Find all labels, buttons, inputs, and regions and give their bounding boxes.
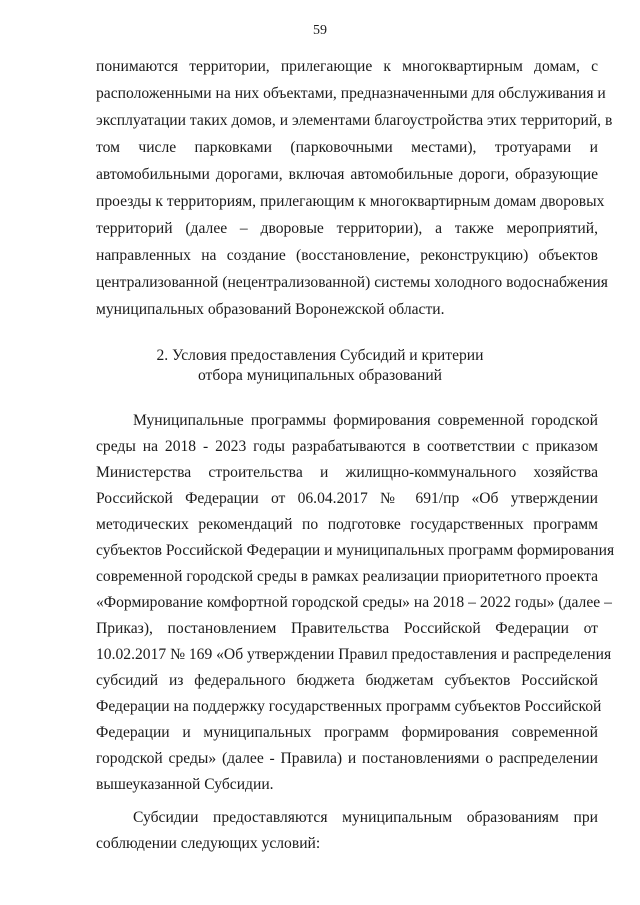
text-line: современной городской среды в рамках реализации приоритетного проекта xyxy=(96,568,598,585)
text-line: территорий (далее – дворовые территории), а также мероприятий, xyxy=(96,220,598,237)
text-line: методических рекомендаций по подготовке государственных программ xyxy=(96,516,598,533)
text-line: понимаются территории, прилегающие к многоквартирным домам, с xyxy=(96,58,598,75)
text-line: проезды к территориям, прилегающим к многоквартирным домам дворовых xyxy=(96,193,605,210)
text-line: Приказ), постановлением Правительства Российской Федерации от xyxy=(96,620,598,637)
text-line: муниципальных образований Воронежской области. xyxy=(96,301,445,318)
text-line: Российской Федерации от 06.04.2017 № 691/пр «Об утверждении xyxy=(96,490,598,507)
section-heading-line-2: отбора муниципальных образований xyxy=(197,367,443,384)
text-line: среды на 2018 - 2023 годы разрабатываются в соответствии с приказом xyxy=(96,438,598,455)
text-line: «Формирование комфортной городской среды» на 2018 – 2022 годы» (далее – xyxy=(96,594,612,611)
text-line: вышеуказанной Субсидии. xyxy=(96,776,274,793)
text-line: эксплуатации таких домов, и элементами благоустройства этих территорий, в xyxy=(96,112,613,129)
text-line: автомобильными дорогами, включая автомобильные дороги, образующие xyxy=(96,166,598,183)
text-line: том числе парковками (парковочными местами), тротуарами и xyxy=(96,139,598,156)
page-number: 59 xyxy=(313,23,327,38)
text-line: субсидий из федерального бюджета бюджетам субъектов Российской xyxy=(96,672,598,689)
text-line: 10.02.2017 № 169 «Об утверждении Правил предоставления и распределения xyxy=(96,646,612,663)
text-line: расположенными на них объектами, предназначенными для обслуживания и xyxy=(96,85,606,102)
text-line: Субсидии предоставляются муниципальным образованиям при xyxy=(133,809,598,826)
text-line: субъектов Российской Федерации и муниципальных программ формирования xyxy=(96,542,615,559)
text-line: централизованной (нецентрализованной) системы холодного водоснабжения xyxy=(96,274,608,291)
text-line: городской среды» (далее - Правила) и постановлениями о распределении xyxy=(96,750,598,767)
text-line: Муниципальные программы формирования современной городской xyxy=(133,412,598,429)
text-line: Министерства строительства и жилищно-коммунального хозяйства xyxy=(96,464,598,481)
text-line: соблюдении следующих условий: xyxy=(96,835,321,852)
text-line: Федерации на поддержку государственных программ субъектов Российской xyxy=(96,698,602,715)
text-line: Федерации и муниципальных программ формирования современной xyxy=(96,724,598,741)
text-line: направленных на создание (восстановление, реконструкцию) объектов xyxy=(96,247,598,264)
section-heading-line-1: 2. Условия предоставления Субсидий и критерии xyxy=(156,347,484,364)
